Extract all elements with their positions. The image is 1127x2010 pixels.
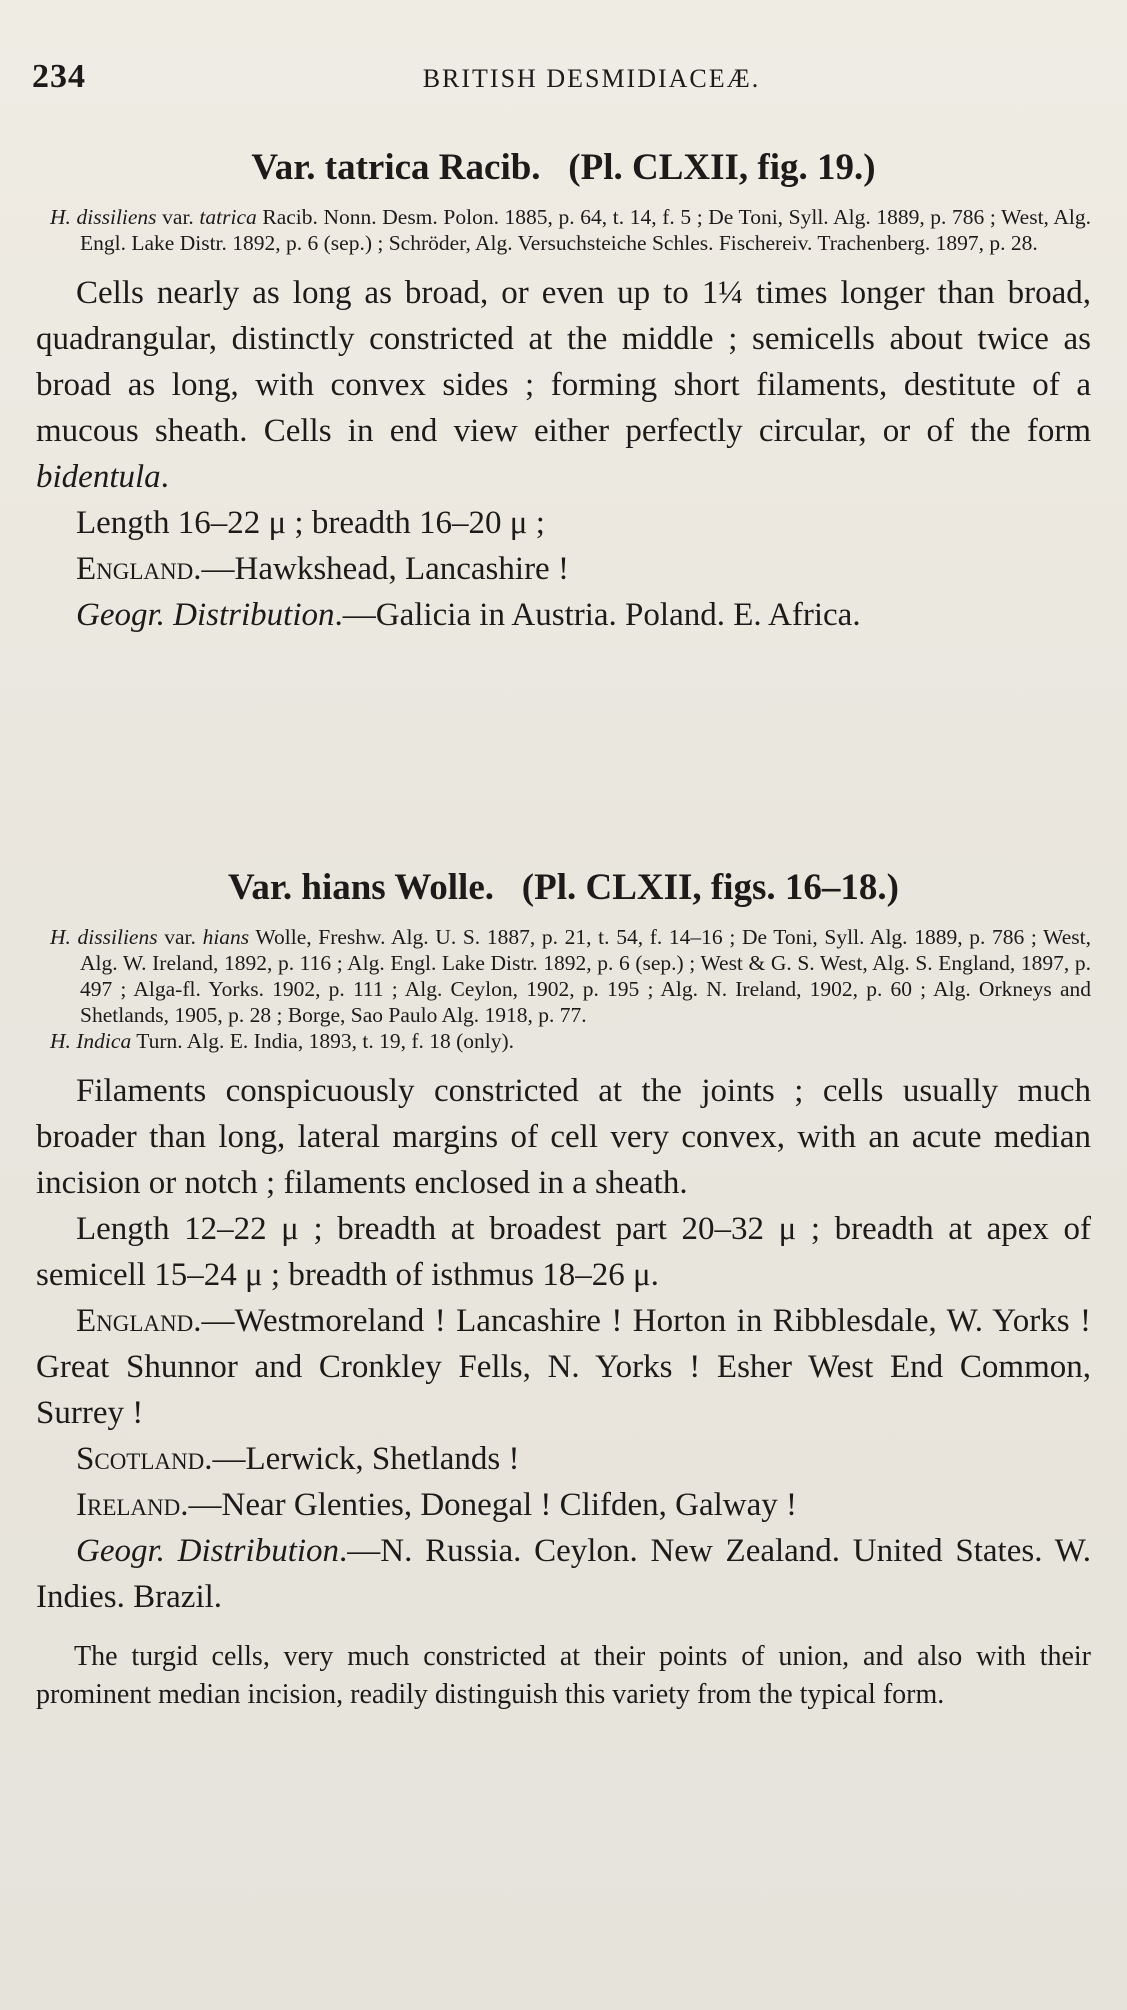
section-var-tatrica — [36, 146, 1091, 638]
locality-ireland — [36, 1482, 1091, 1528]
measurements: Length 16–22 μ ; breadth 16–20 μ ; — [76, 505, 545, 541]
geographic-distribution — [36, 592, 1091, 638]
distribution-text: .—Galicia in Austria. Poland. E. Africa. — [334, 597, 861, 633]
plate-reference: (Pl. CLXII, figs. 16–18.) — [521, 867, 899, 908]
reference-entry — [50, 204, 1091, 256]
var-hians-heading — [36, 866, 1091, 910]
variety-italic: hians — [202, 925, 250, 949]
locality-scotland — [36, 1436, 1091, 1482]
locality-england — [36, 546, 1091, 592]
reference-text: Turn. Alg. E. India, 1893, t. 19, f. 18 (only). — [131, 1029, 515, 1053]
locality-label: Ireland — [76, 1487, 181, 1523]
reference-entry — [50, 1028, 1091, 1054]
taxon-name: H. Indica — [50, 1029, 132, 1053]
reference-text: Wolle, Freshw. Alg. U. S. 1887, p. 21, t. 54, f. 14–16 ; De Toni, Syll. Alg. 1889, p. 786 ; West, Alg. W. Ireland, 1892, p. 116 ; Alg. Engl. Lake Distr. 1892, p. 6 (sep.) ; West & G. S. West, Alg. S. England, 1897, p. 497 ; Alga-fl. Yorks. 1902, p. 111 ; Alg. Ceylon, 1902, p. 195 ; Alg. N. Ireland, 1902, p. 60 ; Alg. Orkneys and Shetlands, 1905, p. 28 ; Borge, Sao Paulo Alg. 1918, p. 77. — [80, 925, 1091, 1027]
references-block — [36, 924, 1091, 1054]
reference-var: var. — [157, 925, 203, 949]
section-var-hians — [36, 866, 1091, 1714]
reference-entry — [50, 924, 1091, 1028]
locality-text: .—Near Glenties, Donegal ! Clifden, Galway ! — [180, 1487, 797, 1523]
page-header — [32, 58, 1091, 98]
running-title: BRITISH DESMIDIACEÆ. — [422, 64, 761, 93]
locality-text: .—Lerwick, Shetlands ! — [204, 1441, 520, 1477]
heading-prefix: Var. — [251, 147, 316, 188]
description: Filaments conspicuously constricted at the joints ; cells usually much broader than long, lateral margins of cell very convex, with an acute median incision or notch ; filaments enclosed in a sheath. — [36, 1073, 1091, 1201]
locality-label: Scotland — [76, 1441, 205, 1477]
locality-text: .—Hawkshead, Lancashire ! — [193, 551, 569, 587]
description-text: Cells nearly as long as broad, or even up to 1¼ times longer than broad, quadrangular, distinctly constricted at the middle ; semicells about twice as broad as long, with convex sides ; forming short filaments, destitute of a mucous sheath. Cells in end view either perfectly circular, or of the form — [36, 275, 1091, 449]
page-number: 234 — [32, 58, 86, 95]
taxon-name: H. dissiliens — [50, 925, 158, 949]
variety-italic: tatrica — [199, 205, 257, 229]
plate-reference: (Pl. CLXII, fig. 19.) — [568, 147, 876, 188]
heading-author: Wolle. — [394, 867, 495, 908]
remark-note: The turgid cells, very much constricted at their points of union, and also with their prominent median incision, readily distinguish this variety from the typical form. — [36, 1641, 1091, 1710]
references-block — [36, 204, 1091, 256]
heading-author: Racib. — [438, 147, 541, 188]
geographic-distribution — [36, 1528, 1091, 1620]
locality-england — [36, 1298, 1091, 1436]
locality-text: .—Westmoreland ! Lancashire ! Horton in Ribblesdale, W. Yorks ! Great Shunnor and Cronkley Fells, N. Yorks ! Esher West End Common, Surrey ! — [36, 1303, 1091, 1431]
reference-text: Racib. Nonn. Desm. Polon. 1885, p. 64, t. 14, f. 5 ; De Toni, Syll. Alg. 1889, p. 786 ; West, Alg. Engl. Lake Distr. 1892, p. 6 (sep.) ; Schröder, Alg. Versuchsteiche Schles. Fischereiv. Trachenberg. 1897, p. 28. — [80, 205, 1091, 255]
heading-prefix: Var. — [228, 867, 293, 908]
locality-label: England — [76, 551, 194, 587]
locality-label: England — [76, 1303, 194, 1339]
description-end: . — [160, 459, 169, 495]
description-italic: bidentula — [36, 459, 161, 495]
var-tatrica-heading — [36, 146, 1091, 190]
distribution-label: Geogr. Distribution — [76, 1533, 340, 1569]
description — [36, 270, 1091, 500]
variety-name: tatrica — [324, 147, 430, 188]
variety-name: hians — [301, 867, 386, 908]
taxon-name: H. dissiliens — [50, 205, 157, 229]
measurements: Length 12–22 μ ; breadth at broadest part 20–32 μ ; breadth at apex of semicell 15–24 μ ; breadth of isthmus 18–26 μ. — [36, 1211, 1091, 1293]
distribution-label: Geogr. Distribution — [76, 597, 335, 633]
reference-var: var. — [156, 205, 200, 229]
distribution-text: .—N. Russia. Ceylon. New Zealand. United States. W. Indies. Brazil. — [36, 1533, 1091, 1615]
